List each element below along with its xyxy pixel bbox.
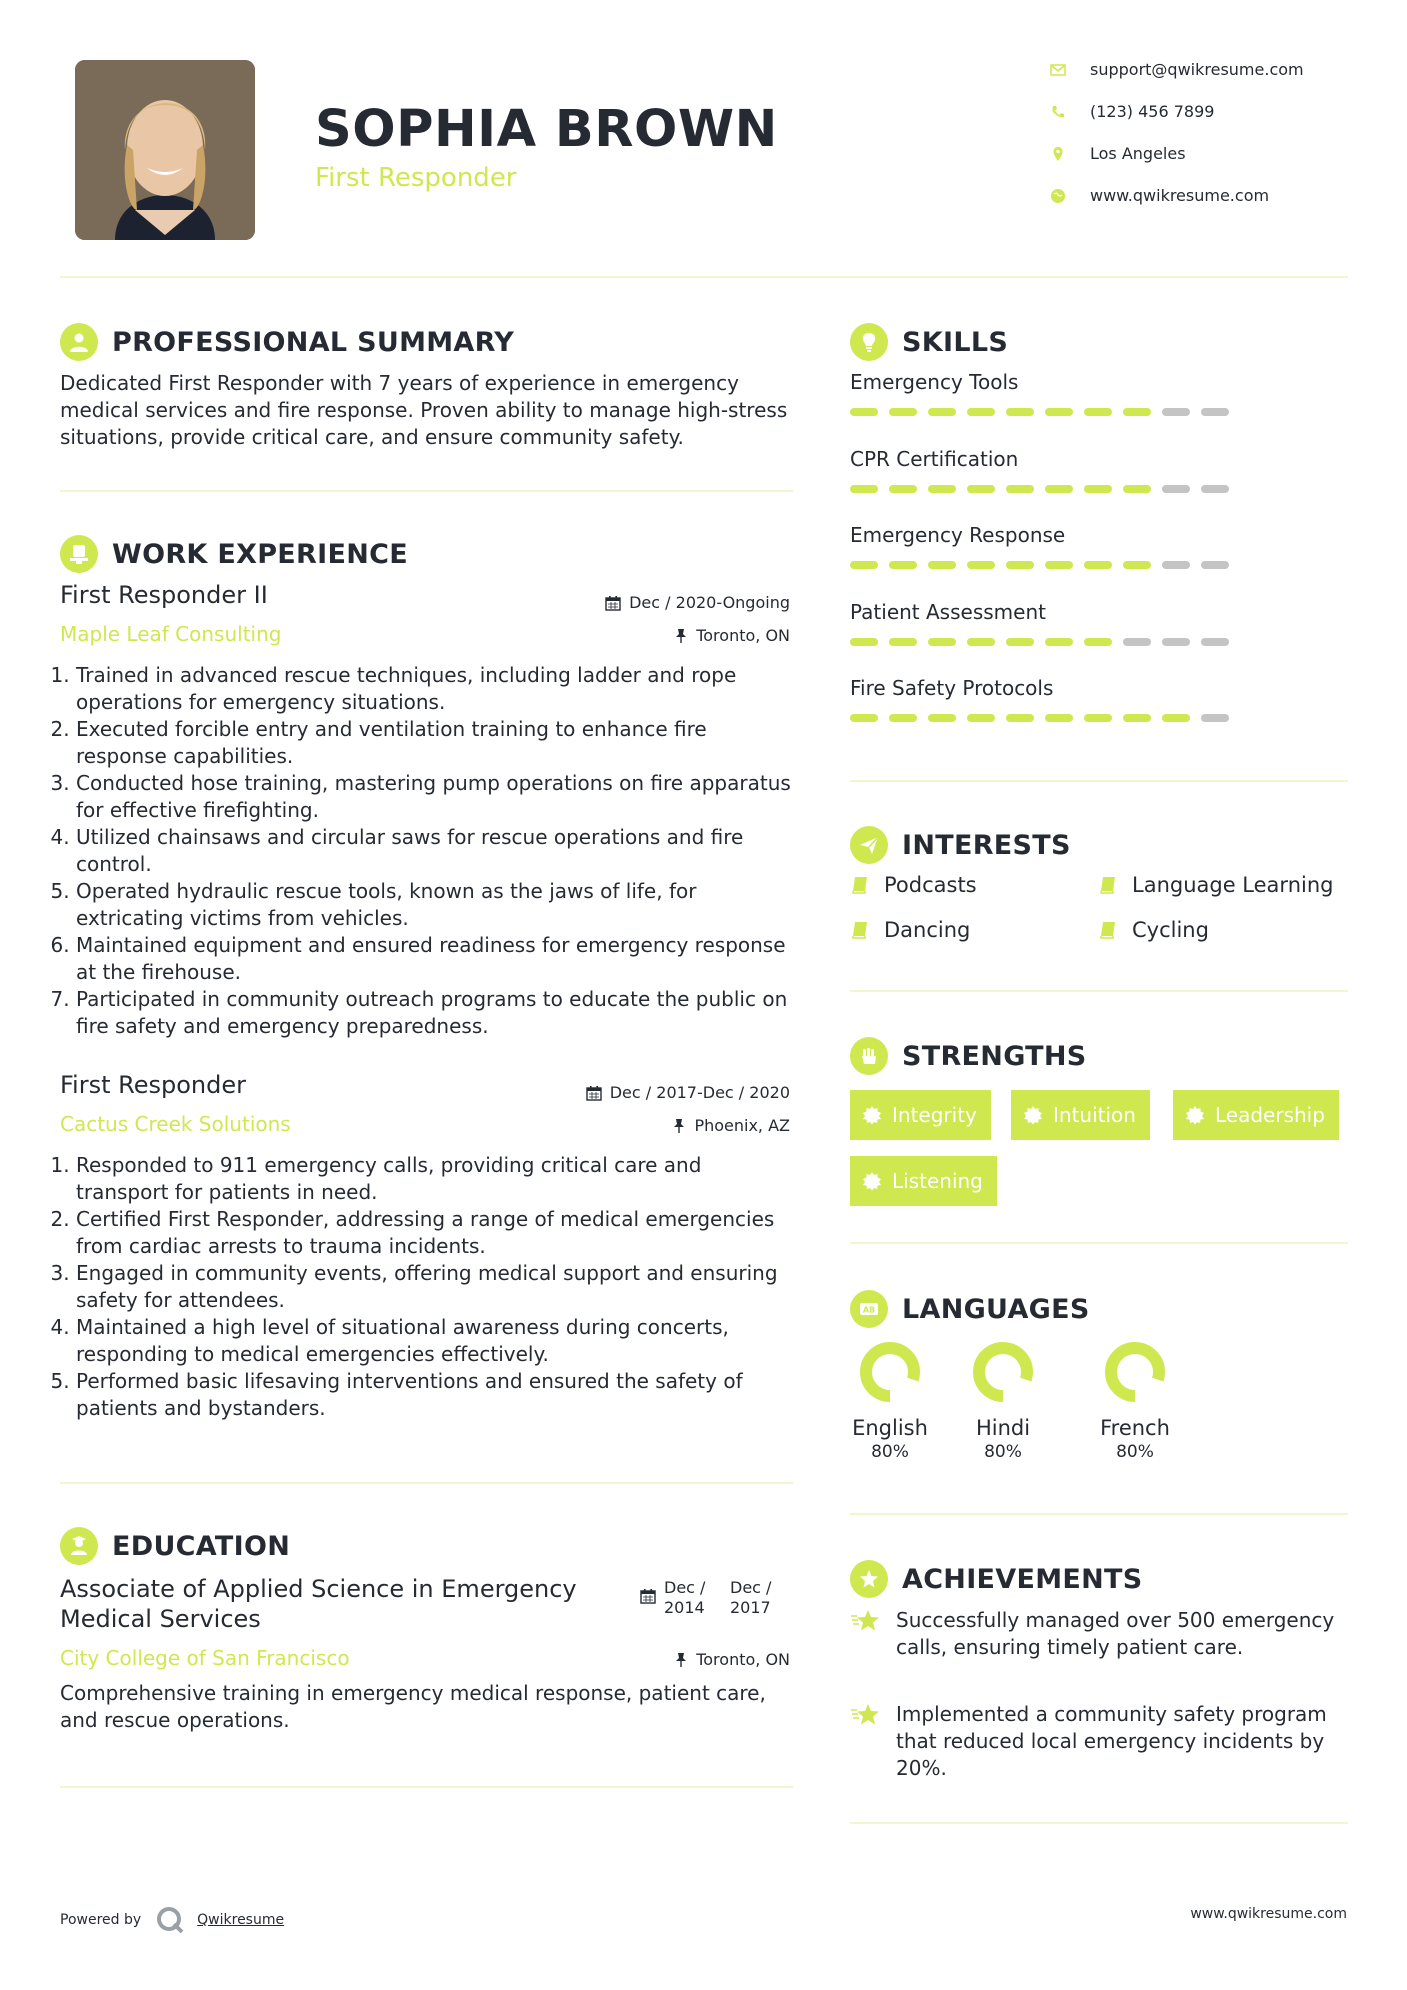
skill-level-dot — [1201, 714, 1229, 722]
contact-phone-text: (123) 456 7899 — [1090, 102, 1215, 121]
language-percent: 80% — [871, 1442, 909, 1462]
strengths-header — [850, 1037, 1087, 1075]
strength-tag — [1173, 1090, 1339, 1140]
skill-level-bar — [850, 485, 1229, 493]
skill-level-dot — [1162, 485, 1190, 493]
skill-level-dot — [1201, 408, 1229, 416]
skill-level-dot — [1006, 408, 1034, 416]
skill-level-dot — [889, 638, 917, 646]
achievement-item — [850, 1701, 1350, 1782]
contact-website[interactable] — [1050, 186, 1269, 205]
user-icon — [60, 323, 98, 361]
list-item: 3. Conducted hose training, mastering pump operations on fire apparatus for effective firefighting. — [76, 770, 793, 824]
list-item: 3. Engaged in community events, offering medical support and ensuring safety for attendees. — [76, 1260, 793, 1314]
job-date-text: Dec / 2017-Dec / 2020 — [609, 1083, 790, 1102]
skill-level-dot — [889, 408, 917, 416]
education-school: City College of San Francisco — [60, 1646, 350, 1670]
interest-label: Cycling — [1132, 918, 1209, 942]
skills-header — [850, 323, 1008, 361]
education-degree: Associate of Applied Science in Emergency Medical Services — [60, 1575, 577, 1633]
achievement-item — [850, 1607, 1350, 1661]
experience-title: WORK EXPERIENCE — [112, 538, 408, 570]
map-pin-icon — [1050, 146, 1066, 162]
list-item: 7. Participated in community outreach programs to educate the public on fire safety and emergency preparedness. — [76, 986, 793, 1040]
skill-level-dot — [1006, 638, 1034, 646]
qwikresume-logo-icon — [155, 1905, 185, 1935]
badge-icon — [862, 1105, 882, 1125]
experience-header — [60, 535, 408, 573]
skill-level-dot — [1162, 714, 1190, 722]
achievements-header — [850, 1560, 1143, 1598]
job-items — [58, 1152, 793, 1422]
summary-text: Dedicated First Responder with 7 years of experience in emergency medical services and fire response. Proven ability to manage high-stress situations, provide critical care, and ensure community safety. — [60, 371, 788, 449]
education-location-text: Toronto, ON — [696, 1650, 790, 1669]
contact-location-text: Los Angeles — [1090, 144, 1186, 163]
education-location — [674, 1650, 790, 1669]
skill-level-dot — [1123, 561, 1151, 569]
language-gauge — [1103, 1340, 1167, 1404]
lightbulb-icon — [850, 323, 888, 361]
list-item: 2. Certified First Responder, addressing a range of medical emergencies from cardiac arrests to trauma incidents. — [76, 1206, 793, 1260]
skill-level-dot — [1123, 714, 1151, 722]
language-name: French — [1100, 1416, 1170, 1440]
skill-level-dot — [850, 485, 878, 493]
interest-item — [850, 873, 977, 897]
languages-divider — [850, 1513, 1348, 1515]
skill-level-bar — [850, 714, 1229, 722]
skill-level-dot — [1123, 638, 1151, 646]
envelope-icon — [1050, 62, 1066, 78]
skill-level-dot — [1006, 485, 1034, 493]
strength-tag — [1011, 1090, 1150, 1140]
skill-level-dot — [1123, 408, 1151, 416]
interests-header — [850, 826, 1071, 864]
globe-icon — [1050, 188, 1066, 204]
language-item — [943, 1340, 1063, 1462]
footer-powered-by — [60, 1905, 284, 1935]
skill-level-dot — [967, 714, 995, 722]
skill-level-dot — [1045, 638, 1073, 646]
strength-tag — [850, 1090, 991, 1140]
list-item: 5. Performed basic lifesaving interventions and ensured the safety of patients and bystanders. — [76, 1368, 793, 1422]
strength-label: Integrity — [892, 1103, 977, 1127]
profile-photo — [75, 60, 255, 240]
candidate-role: First Responder — [315, 163, 517, 193]
job-date — [586, 1083, 790, 1102]
list-item: 4. Maintained a high level of situational awareness during concerts, responding to medical emergencies effectively. — [76, 1314, 793, 1368]
translate-icon — [850, 1290, 888, 1328]
education-divider — [60, 1786, 793, 1788]
interest-label: Dancing — [884, 918, 971, 942]
job-items — [58, 662, 793, 1040]
list-item: 1. Trained in advanced rescue techniques, including ladder and rope operations for emergency situations. — [76, 662, 793, 716]
skill-level-dot — [1084, 408, 1112, 416]
pin-icon — [672, 1118, 686, 1134]
interests-divider — [850, 990, 1348, 992]
skill-level-dot — [928, 638, 956, 646]
education-header — [60, 1527, 290, 1565]
interest-label: Podcasts — [884, 873, 977, 897]
skill-level-dot — [928, 714, 956, 722]
badge-icon — [1185, 1105, 1205, 1125]
svg-text:AB: AB — [862, 1305, 876, 1315]
interest-label: Language Learning — [1132, 873, 1334, 897]
skill-name: Emergency Tools — [850, 370, 1019, 394]
skill-level-dot — [1084, 714, 1112, 722]
language-gauge-arc — [866, 1348, 914, 1396]
languages-header — [850, 1290, 1090, 1328]
skill-level-dot — [850, 714, 878, 722]
language-item — [830, 1340, 950, 1462]
strength-label: Listening — [892, 1169, 983, 1193]
skill-level-dot — [1045, 408, 1073, 416]
interests-title: INTERESTS — [902, 829, 1071, 861]
summary-header — [60, 323, 514, 361]
skill-level-bar — [850, 561, 1229, 569]
contact-location — [1050, 144, 1186, 163]
education-dates — [640, 1578, 780, 1618]
skill-name: Fire Safety Protocols — [850, 676, 1054, 700]
language-gauge-arc — [1111, 1348, 1159, 1396]
list-item: 6. Maintained equipment and ensured readiness for emergency response at the firehouse. — [76, 932, 793, 986]
skill-level-dot — [1084, 485, 1112, 493]
interest-item — [1098, 873, 1333, 897]
powered-by-text: Powered by — [60, 1912, 142, 1928]
summary-divider — [60, 490, 793, 492]
language-name: Hindi — [975, 1416, 1031, 1440]
language-item — [1075, 1340, 1195, 1462]
job-company: Cactus Creek Solutions — [60, 1112, 291, 1136]
skill-level-dot — [850, 408, 878, 416]
skill-level-dot — [967, 408, 995, 416]
job-location — [672, 1116, 790, 1135]
phone-icon — [1050, 104, 1066, 120]
skill-level-dot — [850, 638, 878, 646]
skill-name: CPR Certification — [850, 446, 1019, 471]
education-date-start: Dec / 2014 — [664, 1578, 706, 1617]
job-location-text: Phoenix, AZ — [694, 1116, 790, 1135]
list-item: 1. Responded to 911 emergency calls, providing critical care and transport for patients in need. — [76, 1152, 793, 1206]
skill-level-dot — [928, 485, 956, 493]
job-location — [674, 626, 790, 645]
footer-website[interactable]: www.qwikresume.com — [1190, 1906, 1347, 1922]
skill-level-dot — [1201, 561, 1229, 569]
skill-level-dot — [1045, 714, 1073, 722]
achievement-text: Implemented a community safety program that reduced local emergency incidents by 20%. — [896, 1702, 1327, 1780]
skill-level-dot — [1045, 561, 1073, 569]
list-item: 2. Executed forcible entry and ventilation training to enhance fire response capabilities. — [76, 716, 793, 770]
skill-level-dot — [889, 485, 917, 493]
calendar-icon — [640, 1588, 656, 1604]
skill-level-dot — [1201, 638, 1229, 646]
skills-divider — [850, 780, 1348, 782]
skills-title: SKILLS — [902, 326, 1009, 358]
achievement-text: Successfully managed over 500 emergency calls, ensuring timely patient care. — [896, 1608, 1335, 1659]
job-location-text: Toronto, ON — [696, 626, 790, 645]
skill-level-dot — [1201, 485, 1229, 493]
skill-level-dot — [1006, 714, 1034, 722]
achievements-title: ACHIEVEMENTS — [902, 1563, 1143, 1595]
contact-website-text: www.qwikresume.com — [1090, 186, 1270, 205]
interest-item — [1098, 918, 1209, 942]
skill-level-dot — [928, 561, 956, 569]
contact-phone[interactable] — [1050, 102, 1214, 121]
skill-level-dot — [967, 561, 995, 569]
skill-level-dot — [850, 561, 878, 569]
graduation-icon — [60, 1527, 98, 1565]
skill-level-dot — [1162, 561, 1190, 569]
summary-title: PROFESSIONAL SUMMARY — [112, 326, 515, 358]
language-percent: 80% — [984, 1442, 1022, 1462]
education-date-end: Dec / 2017 — [730, 1578, 772, 1617]
skill-level-dot — [1006, 561, 1034, 569]
job-title: First Responder — [60, 1071, 246, 1099]
contact-email-text: support@qwikresume.com — [1090, 60, 1304, 79]
job-date-text: Dec / 2020-Ongoing — [629, 593, 790, 612]
paper-plane-icon — [850, 826, 888, 864]
star-badge-icon — [850, 1560, 888, 1598]
strength-tag — [850, 1156, 997, 1206]
skill-level-dot — [928, 408, 956, 416]
interest-item — [850, 918, 970, 942]
job-company: Maple Leaf Consulting — [60, 622, 282, 646]
header-divider — [60, 276, 1348, 278]
education-title: EDUCATION — [112, 1530, 291, 1562]
experience-divider — [60, 1482, 793, 1484]
language-percent: 80% — [1116, 1442, 1154, 1462]
language-name: English — [852, 1416, 928, 1440]
contact-email[interactable] — [1050, 60, 1304, 79]
pin-icon — [674, 628, 688, 644]
skill-level-dot — [1123, 485, 1151, 493]
achievements-divider — [850, 1822, 1348, 1824]
star-icon — [850, 1609, 882, 1633]
badge-icon — [862, 1171, 882, 1191]
skill-level-dot — [967, 638, 995, 646]
calendar-icon — [586, 1085, 602, 1101]
job-date — [605, 593, 790, 612]
strengths-divider — [850, 1242, 1348, 1244]
book-icon — [850, 875, 870, 895]
skill-level-bar — [850, 638, 1229, 646]
book-icon — [850, 920, 870, 940]
language-gauge — [971, 1340, 1035, 1404]
skill-name: Patient Assessment — [850, 599, 1046, 624]
skill-level-dot — [1045, 485, 1073, 493]
brand-link[interactable]: Qwikresume — [197, 1912, 285, 1928]
skill-level-dot — [1084, 561, 1112, 569]
strengths-title: STRENGTHS — [902, 1040, 1087, 1072]
language-gauge-arc — [979, 1348, 1027, 1396]
list-item: 5. Operated hydraulic rescue tools, known as the jaws of life, for extricating victims from vehicles. — [76, 878, 793, 932]
strength-label: Leadership — [1215, 1103, 1325, 1127]
list-item: 4. Utilized chainsaws and circular saws for rescue operations and fire control. — [76, 824, 793, 878]
strength-label: Intuition — [1053, 1103, 1136, 1127]
language-gauge — [858, 1340, 922, 1404]
star-icon — [850, 1703, 882, 1727]
skill-level-dot — [967, 485, 995, 493]
calendar-icon — [605, 595, 621, 611]
skill-level-dot — [889, 561, 917, 569]
skill-level-dot — [1084, 638, 1112, 646]
skill-level-dot — [1162, 638, 1190, 646]
skill-level-dot — [1162, 408, 1190, 416]
briefcase-icon — [60, 535, 98, 573]
fist-icon — [850, 1037, 888, 1075]
job-title: First Responder II — [60, 581, 268, 609]
skill-level-bar — [850, 408, 1229, 416]
skill-level-dot — [889, 714, 917, 722]
candidate-name: SOPHIA BROWN — [315, 100, 778, 159]
skill-name: Emergency Response — [850, 523, 1066, 547]
badge-icon — [1023, 1105, 1043, 1125]
book-icon — [1098, 920, 1118, 940]
education-text: Comprehensive training in emergency medical response, patient care, and rescue operations. — [60, 1681, 766, 1732]
book-icon — [1098, 875, 1118, 895]
pin-icon — [674, 1652, 688, 1668]
languages-title: LANGUAGES — [902, 1293, 1090, 1325]
